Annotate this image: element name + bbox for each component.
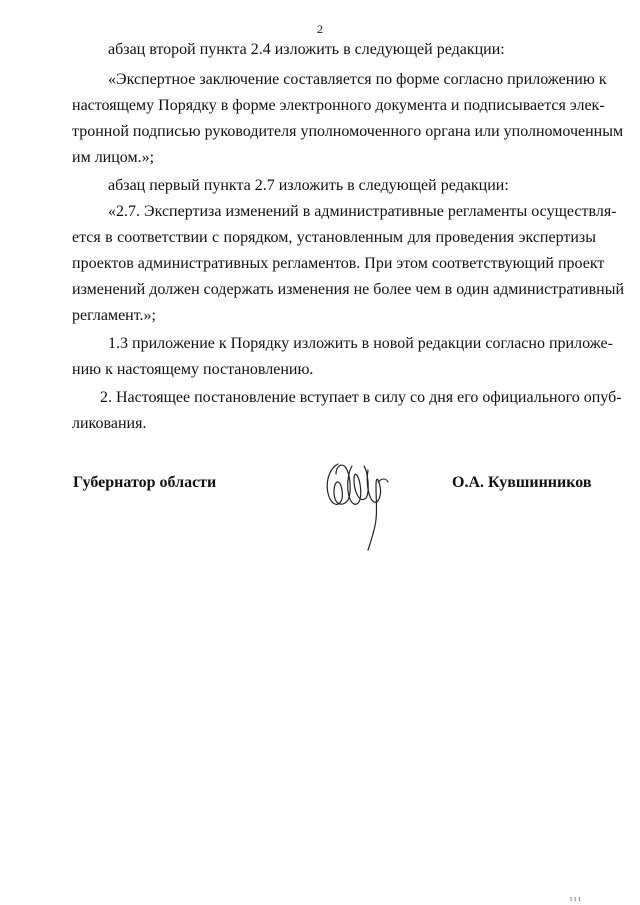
page-number: 2 xyxy=(317,22,323,36)
handwritten-signature xyxy=(322,452,392,552)
footer-mark: ι ι ι xyxy=(570,894,581,903)
signatory-name: О.А. Кувшинников xyxy=(452,474,592,491)
paragraph-line: тронной подписью руководителя уполномоченного органа или уполномоченным xyxy=(72,123,624,140)
paragraph-line: абзац первый пункта 2.7 изложить в следующей редакции: xyxy=(108,177,509,194)
paragraph-line: ется в соответствии с порядком, установленным для проведения экспертизы xyxy=(72,229,596,246)
paragraph-line: регламент.»; xyxy=(72,307,156,324)
paragraph-line: ликования. xyxy=(72,415,147,432)
paragraph-line: «2.7. Экспертиза изменений в административные регламенты осуществля- xyxy=(108,203,617,220)
paragraph-line: абзац второй пункта 2.4 изложить в следующей редакции: xyxy=(108,41,505,58)
paragraph-line: проектов административных регламентов. При этом соответствующий проект xyxy=(72,255,605,272)
paragraph-line: нию к настоящему постановлению. xyxy=(72,361,314,378)
paragraph-line: им лицом.»; xyxy=(72,149,155,166)
paragraph-line: изменений должен содержать изменения не более чем в один административный xyxy=(72,281,625,298)
paragraph-line: «Экспертное заключение составляется по форме согласно приложению к xyxy=(108,71,607,88)
paragraph-line: настоящему Порядку в форме электронного документа и подписывается элек- xyxy=(72,97,605,114)
paragraph-line: 1.3 приложение к Порядку изложить в новой редакции согласно приложе- xyxy=(108,335,613,352)
signatory-title: Губернатор области xyxy=(73,474,217,491)
paragraph-line: 2. Настоящее постановление вступает в силу со дня его официального опуб- xyxy=(100,389,622,406)
